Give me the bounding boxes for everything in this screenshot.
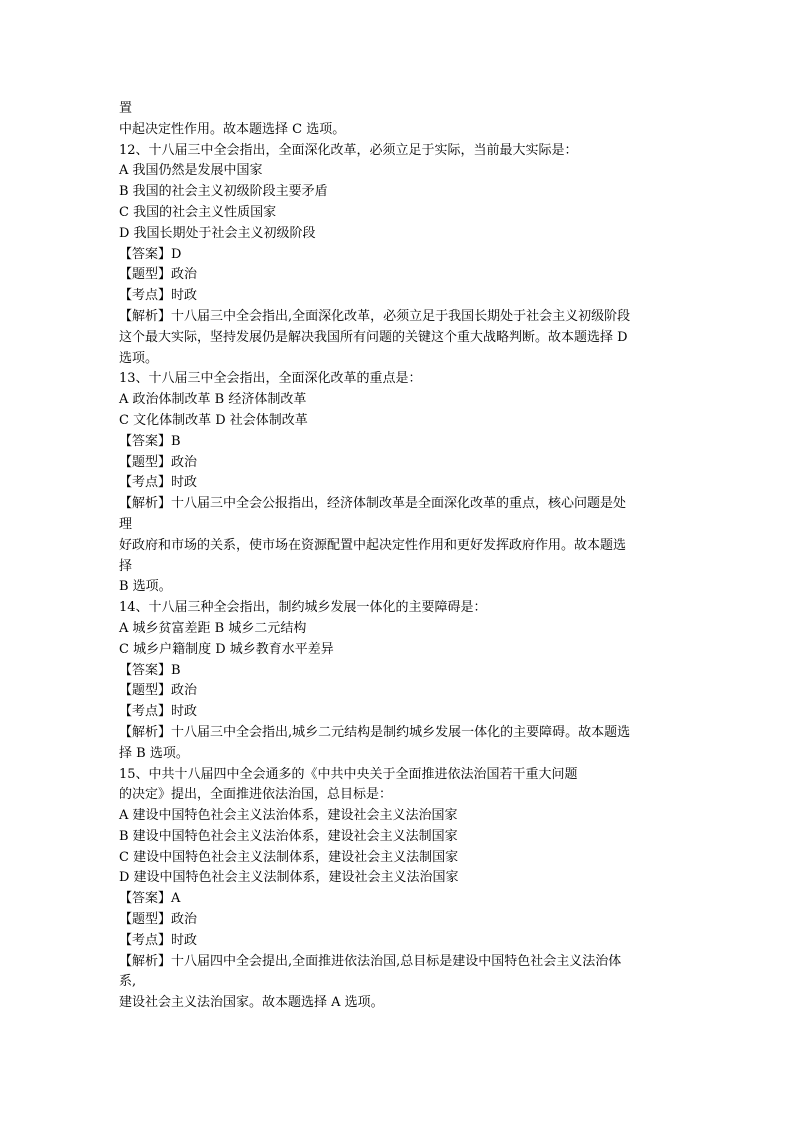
question-14-type: 【题型】政治 <box>119 683 198 699</box>
question-13-stem: 13、十八届三中全会指出，全面深化改革的重点是： <box>119 371 422 387</box>
question-12-option-c: C 我国的社会主义性质国家 <box>119 204 277 220</box>
question-14-options-cd: C 城乡户籍制度 D 城乡教育水平差异 <box>119 641 334 657</box>
question-15-analysis: 建设社会主义法治国家。故本题选择 A 选项。 <box>119 995 384 1011</box>
question-12-analysis: 选项。 <box>119 350 159 366</box>
question-12-analysis: 这个最大实际，坚持发展仍是解决我国所有问题的关键这个重大战略判断。故本题选择 D <box>119 329 628 345</box>
question-14-stem: 14、十八届三种全会指出，制约城乡发展一体化的主要障碍是： <box>119 600 487 616</box>
question-15-option-a: A 建设中国特色社会主义法治体系，建设社会主义法治国家 <box>119 808 458 824</box>
question-13-analysis: 择 <box>119 558 133 574</box>
question-13-topic: 【考点】时政 <box>119 475 198 491</box>
question-12-stem: 12、十八届三中全会指出，全面深化改革，必须立足于实际，当前最大实际是： <box>119 142 578 158</box>
question-15-option-d: D 建设中国特色社会主义法制体系，建设社会主义法治国家 <box>119 870 459 886</box>
question-14-analysis: 【解析】十八届三中全会指出,城乡二元结构是制约城乡发展一体化的主要障碍。故本题选 <box>119 724 631 740</box>
question-15-type: 【题型】政治 <box>119 912 198 928</box>
question-14-options-ab: A 城乡贫富差距 B 城乡二元结构 <box>119 620 307 636</box>
question-15-stem: 15、中共十八届四中全会通多的《中共中央关于全面推进依法治国若干重大问题 <box>119 766 578 782</box>
question-13-options-cd: C 文化体制改革 D 社会体制改革 <box>119 412 308 428</box>
text-line: 置 <box>119 101 133 116</box>
question-12-analysis: 【解析】十八届三中全会指出,全面深化改革，必须立足于我国长期处于社会主义初级阶段 <box>119 308 631 324</box>
question-13-analysis: 好政府和市场的关系，使市场在资源配置中起决定性作用和更好发挥政府作用。故本题选 <box>119 537 627 553</box>
question-15-analysis: 系, <box>119 974 137 990</box>
question-13-options-ab: A 政治体制改革 B 经济体制改革 <box>119 392 307 408</box>
question-15-stem: 的决定》提出，全面推进依法治国，总目标是： <box>119 787 393 803</box>
question-13-type: 【题型】政治 <box>119 454 198 470</box>
question-14-topic: 【考点】时政 <box>119 704 198 720</box>
question-12-type: 【题型】政治 <box>119 267 198 283</box>
question-12-answer: 【答案】D <box>119 246 182 262</box>
question-13-analysis: B 选项。 <box>119 579 172 595</box>
question-15-topic: 【考点】时政 <box>119 932 198 948</box>
question-15-option-c: C 建设中国特色社会主义法制体系，建设社会主义法制国家 <box>119 849 459 865</box>
question-12-option-a: A 我国仍然是发展中国家 <box>119 163 263 179</box>
text-line: 中起决定性作用。故本题选择 C 选项。 <box>119 121 346 137</box>
document-page <box>119 99 679 1014</box>
question-15-analysis: 【解析】十八届四中全会提出,全面推进依法治国,总目标是建设中国特色社会主义法治体 <box>119 953 622 969</box>
question-13-answer: 【答案】B <box>119 433 181 449</box>
question-14-answer: 【答案】B <box>119 662 181 678</box>
question-12-option-b: B 我国的社会主义初级阶段主要矛盾 <box>119 184 328 200</box>
question-13-analysis: 理 <box>119 516 133 532</box>
question-13-analysis: 【解析】十八届三中全会公报指出，经济体制改革是全面深化改革的重点，核心问题是处 <box>119 496 627 512</box>
question-12-topic: 【考点】时政 <box>119 288 198 304</box>
question-15-option-b: B 建设中国特色社会主义法治体系，建设社会主义法制国家 <box>119 828 458 844</box>
question-12-option-d: D 我国长期处于社会主义初级阶段 <box>119 225 316 241</box>
question-15-answer: 【答案】A <box>119 891 181 907</box>
question-14-analysis: 择 B 选项。 <box>119 745 189 761</box>
